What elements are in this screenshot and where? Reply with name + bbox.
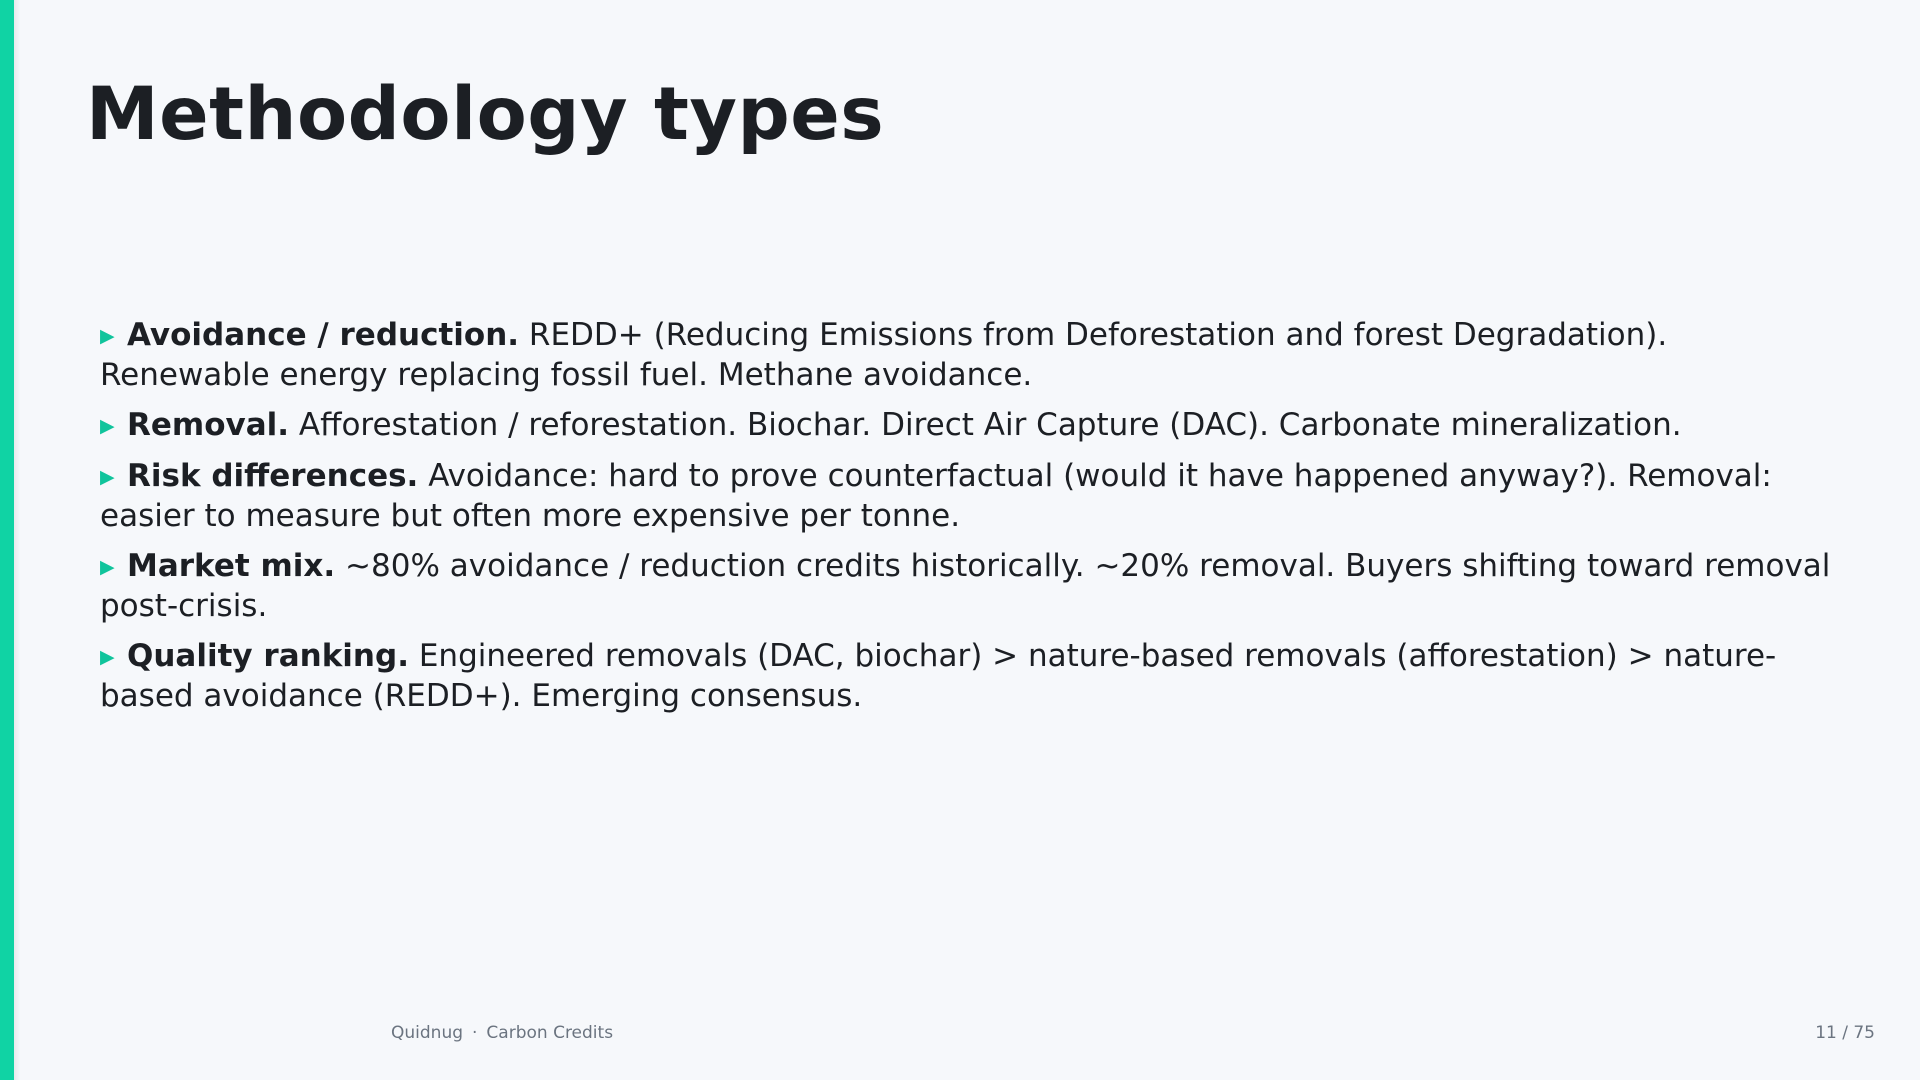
bullet-term: Quality ranking. [127, 638, 409, 674]
bullet-text: Afforestation / reforestation. Biochar. Direct Air Capture (DAC). Carbonate mineralization. [298, 407, 1682, 443]
bullet-list [100, 316, 1840, 727]
bullet-item-avoidance [100, 316, 1840, 395]
slide-title: Methodology types [86, 72, 885, 157]
page-number: 11 / 75 [1815, 1023, 1875, 1043]
bullet-marker-icon: ▶ [100, 646, 115, 668]
bullet-text: ~80% avoidance / reduction credits historically. ~20% removal. Buyers shifting toward removal post-crisis. [100, 548, 1831, 624]
bullet-marker-icon: ▶ [100, 556, 115, 578]
footer-separator: · [472, 1023, 478, 1043]
bullet-item-quality-ranking [100, 637, 1840, 716]
accent-bar [0, 0, 14, 1080]
bullet-term: Market mix. [127, 548, 336, 584]
bullet-item-removal [100, 406, 1840, 446]
bullet-marker-icon: ▶ [100, 415, 115, 437]
bullet-item-risk-differences [100, 457, 1840, 536]
bullet-term: Removal. [127, 407, 290, 443]
bullet-text: Avoidance: hard to prove counterfactual (would it have happened anyway?). Removal: easier to measure but often more expensive per tonne. [100, 458, 1772, 534]
footer-deck-info [391, 1023, 613, 1043]
bullet-term: Avoidance / reduction. [127, 317, 520, 353]
footer-brand: Quidnug [391, 1023, 464, 1043]
bullet-marker-icon: ▶ [100, 325, 115, 347]
bullet-term: Risk differences. [127, 458, 419, 494]
bullet-item-market-mix [100, 547, 1840, 626]
bullet-text: REDD+ (Reducing Emissions from Deforestation and forest Degradation). Renewable energy replacing fossil fuel. Methane avoidance. [100, 317, 1668, 393]
footer-deck-title: Carbon Credits [486, 1023, 614, 1043]
bullet-marker-icon: ▶ [100, 466, 115, 488]
bullet-text: Engineered removals (DAC, biochar) > nature-based removals (afforestation) > nature-based avoidance (REDD+). Emerging consensus. [100, 638, 1777, 714]
accent-bar-shadow [14, 0, 20, 1080]
